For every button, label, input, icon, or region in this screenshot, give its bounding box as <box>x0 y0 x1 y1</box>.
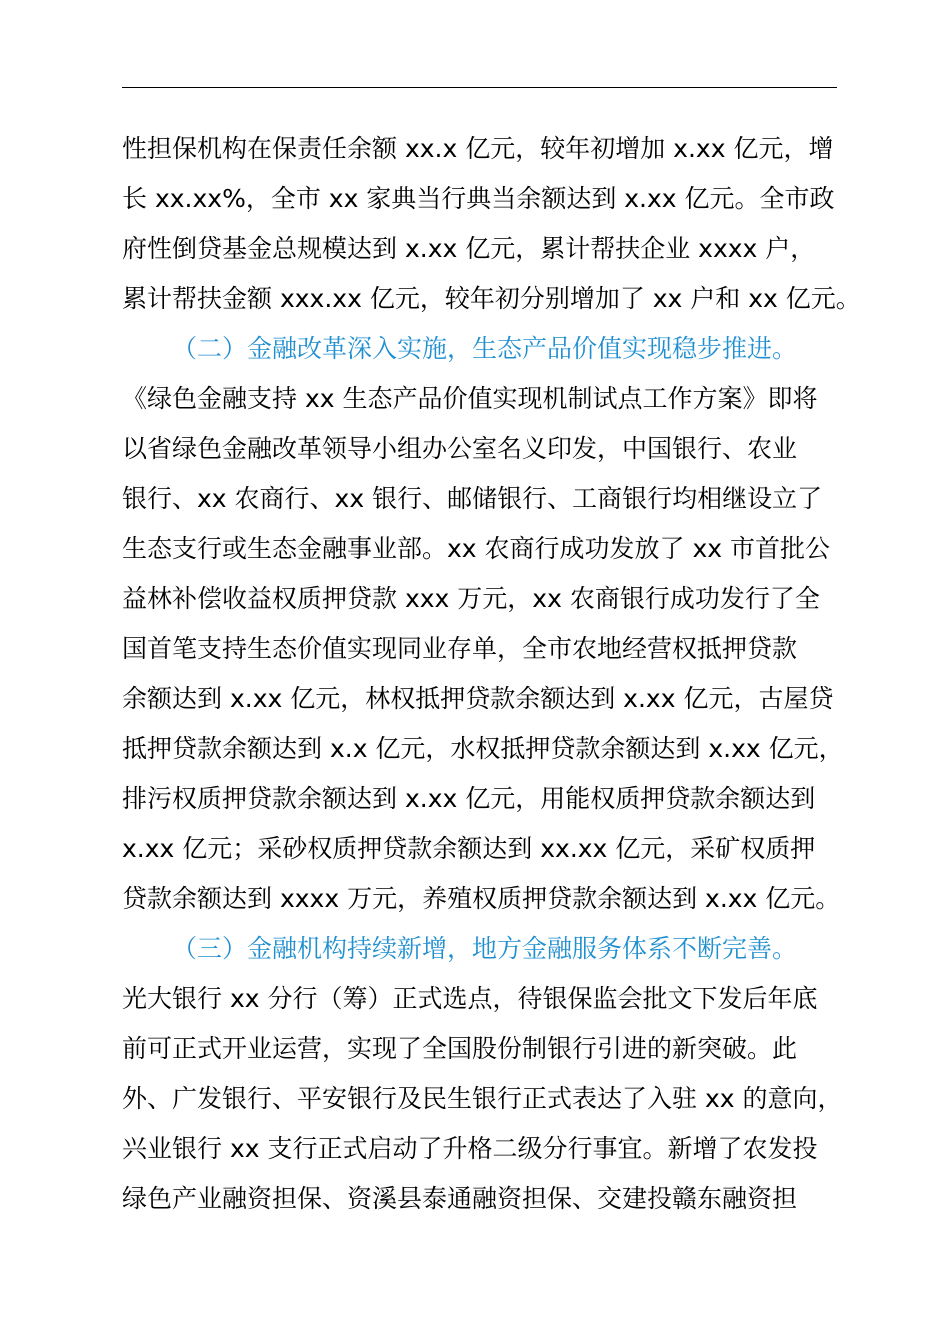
text-line: 余额达到 x.xx 亿元，林权抵押贷款余额达到 x.xx 亿元，古屋贷 <box>122 684 834 713</box>
text-line: 贷款余额达到 xxxx 万元，养殖权质押贷款余额达到 x.xx 亿元。 <box>122 884 841 913</box>
text-line: 兴业银行 xx 支行正式启动了升格二级分行事宜。新增了农发投 <box>122 1134 818 1163</box>
section-heading-3: （三）金融机构持续新增，地方金融服务体系不断完善。 <box>172 934 798 963</box>
text-line: 长 xx.xx%，全市 xx 家典当行典当余额达到 x.xx 亿元。全市政 <box>122 184 835 213</box>
text-line: 排污权质押贷款余额达到 x.xx 亿元，用能权质押贷款余额达到 <box>122 784 816 813</box>
text-line: 累计帮扶金额 xxx.xx 亿元，较年初分别增加了 xx 户和 xx 亿元。 <box>122 284 861 313</box>
text-line: 光大银行 xx 分行（筹）正式选点，待银保监会批文下发后年底 <box>122 984 818 1013</box>
text-line: 国首笔支持生态价值实现同业存单，全市农地经营权抵押贷款 <box>122 634 798 663</box>
text-line: 性担保机构在保责任余额 xx.x 亿元，较年初增加 x.xx 亿元，增 <box>122 134 834 163</box>
text-line: 益林补偿收益权质押贷款 xxx 万元，xx 农商银行成功发行了全 <box>122 584 820 613</box>
document-body <box>122 124 861 1224</box>
text-line: 前可正式开业运营，实现了全国股份制银行引进的新突破。此 <box>122 1034 798 1063</box>
header-rule <box>122 87 837 88</box>
text-line: x.xx 亿元；采砂权质押贷款余额达到 xx.xx 亿元，采矿权质押 <box>122 834 816 863</box>
text-line: 抵押贷款余额达到 x.x 亿元，水权抵押贷款余额达到 x.xx 亿元， <box>122 734 844 763</box>
section-heading-2: （二）金融改革深入实施，生态产品价值实现稳步推进。 <box>172 334 798 363</box>
text-line: 《绿色金融支持 xx 生态产品价值实现机制试点工作方案》即将 <box>122 384 818 413</box>
text-line: 府性倒贷基金总规模达到 x.xx 亿元，累计帮扶企业 xxxx 户， <box>122 234 816 263</box>
text-line: 外、广发银行、平安银行及民生银行正式表达了入驻 xx 的意向， <box>122 1084 843 1113</box>
text-line: 银行、xx 农商行、xx 银行、邮储银行、工商银行均相继设立了 <box>122 484 823 513</box>
text-line: 以省绿色金融改革领导小组办公室名义印发，中国银行、农业 <box>122 434 798 463</box>
text-line: 绿色产业融资担保、资溪县泰通融资担保、交建投赣东融资担 <box>122 1184 798 1213</box>
text-line: 生态支行或生态金融事业部。xx 农商行成功发放了 xx 市首批公 <box>122 534 831 563</box>
